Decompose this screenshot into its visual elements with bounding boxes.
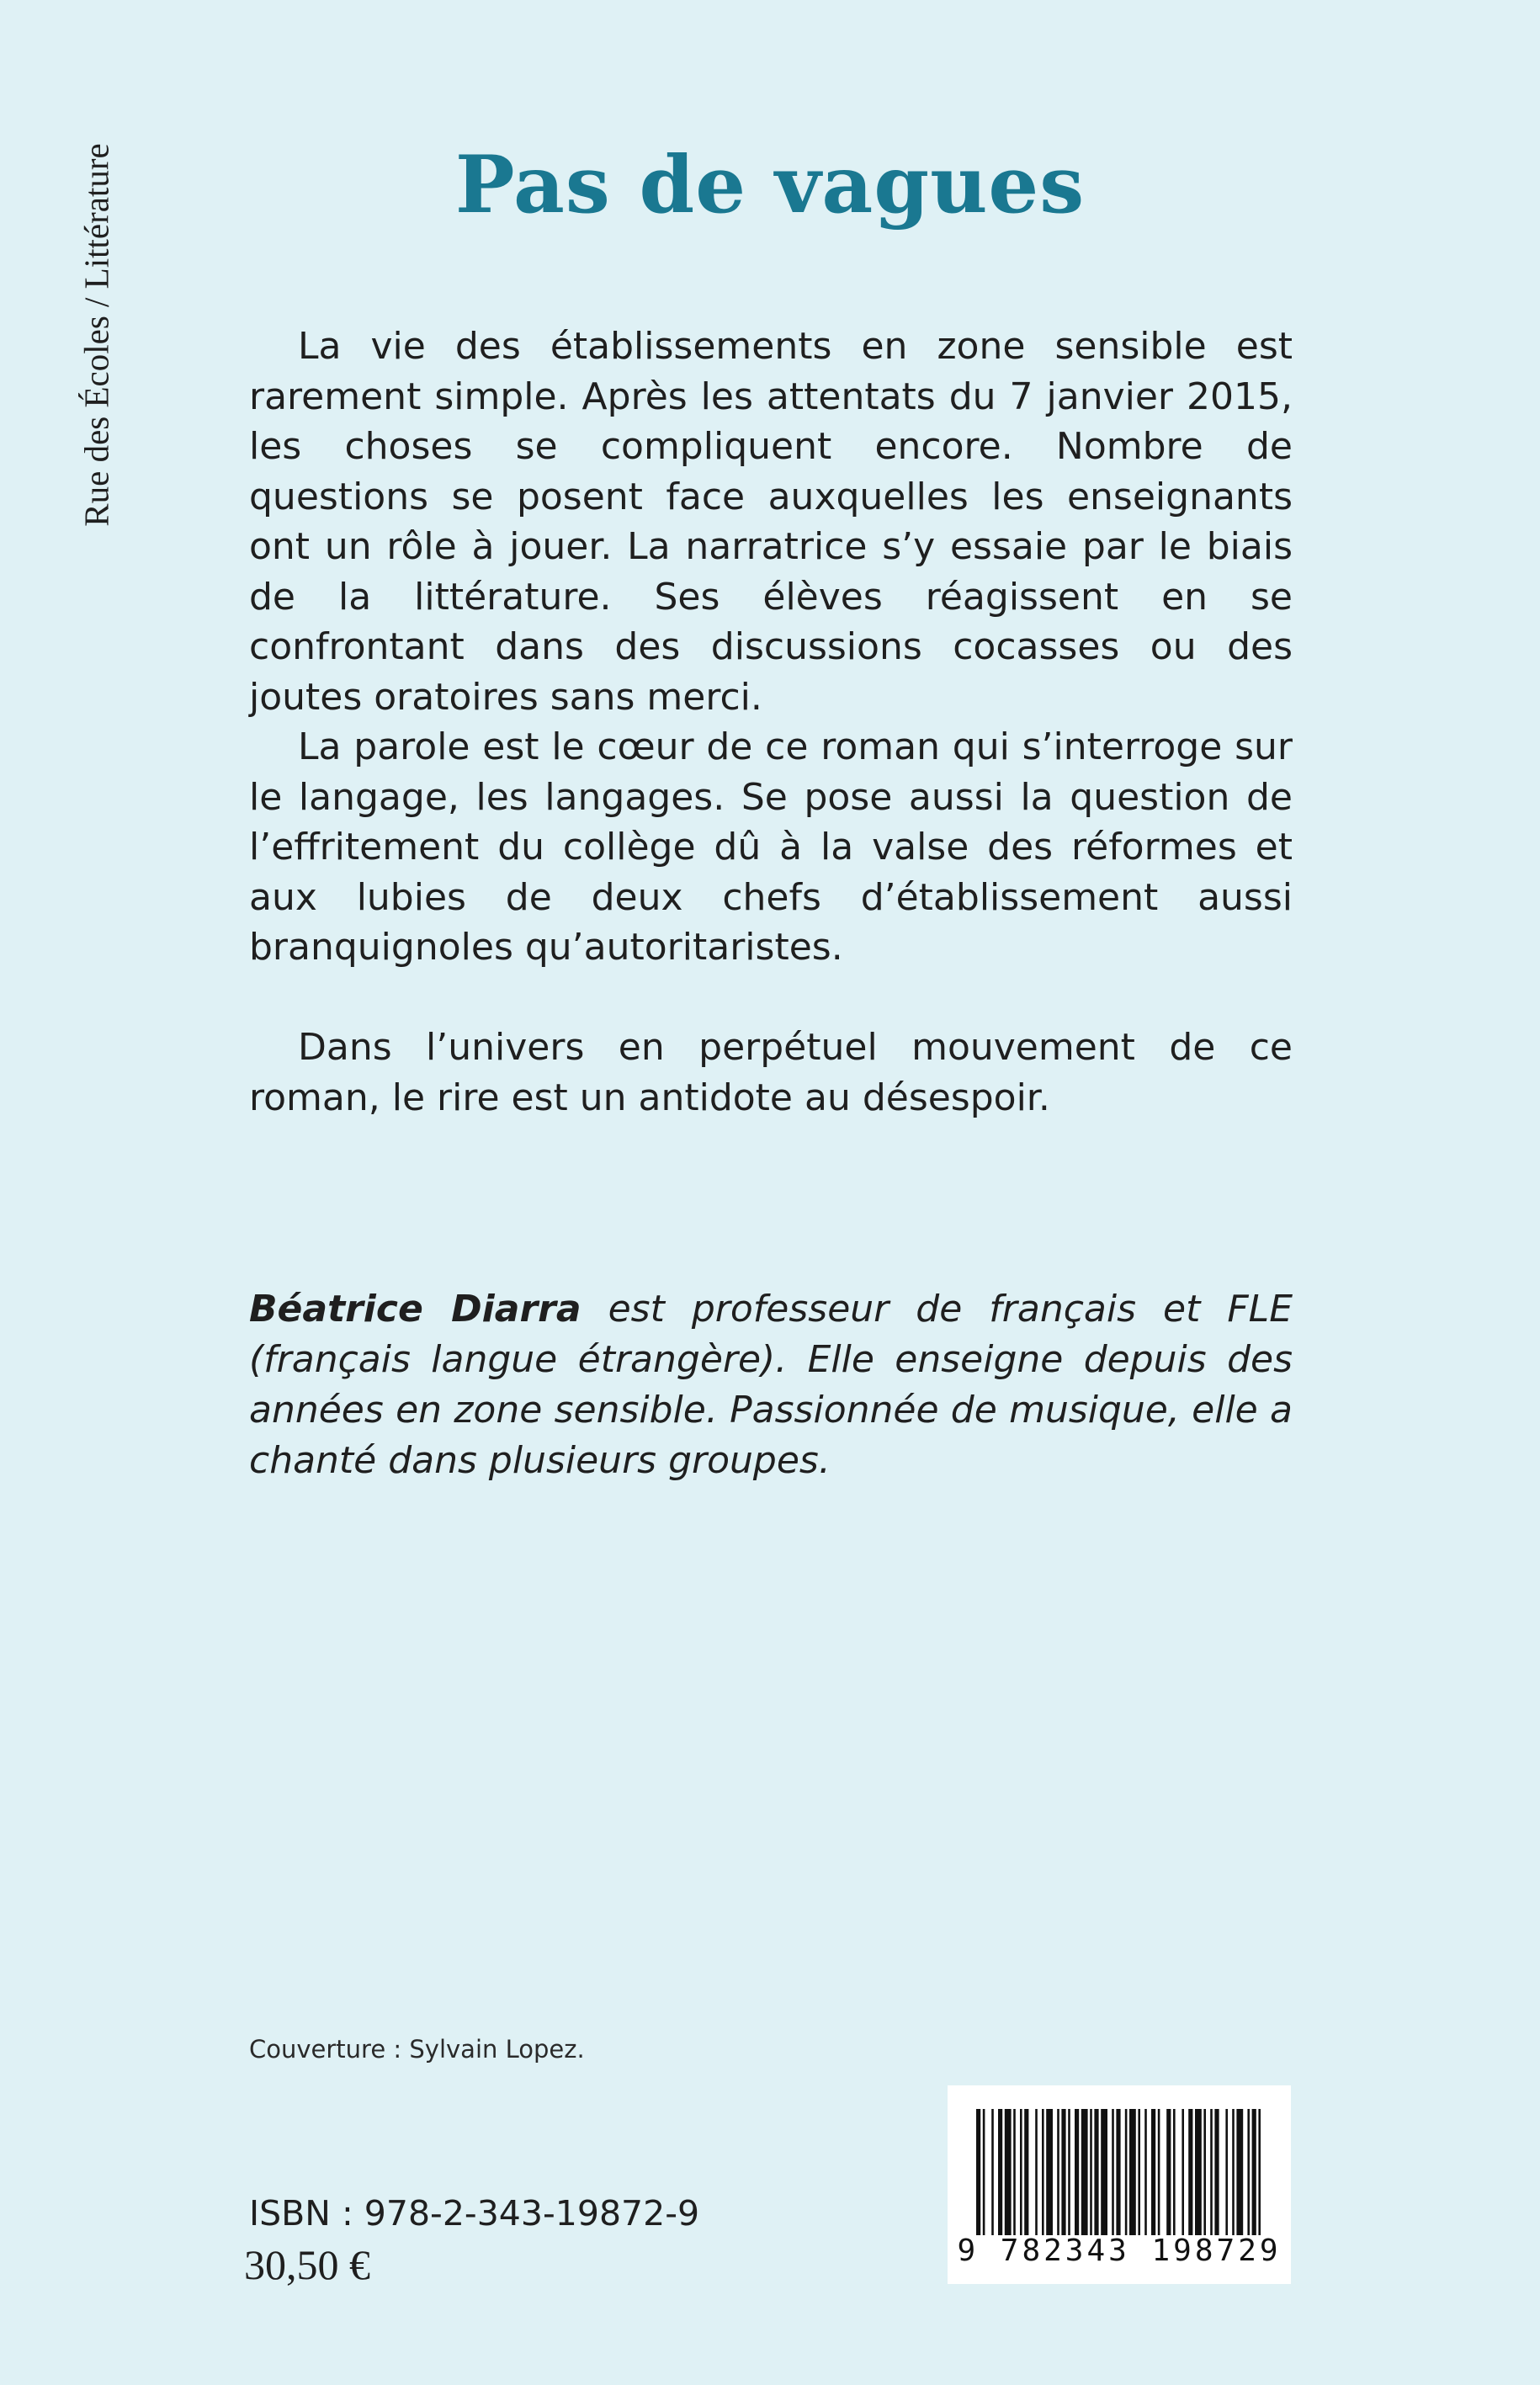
barcode-digits: 9 782343 198729 bbox=[957, 2234, 1282, 2268]
barcode-bar bbox=[983, 2109, 985, 2235]
barcode-bar bbox=[1020, 2109, 1022, 2235]
price: 30,50 € bbox=[244, 2241, 370, 2288]
barcode-bar bbox=[1068, 2109, 1070, 2235]
barcode-bar bbox=[998, 2109, 1002, 2235]
barcode-bar bbox=[1173, 2109, 1176, 2235]
cover-credit: Couverture : Sylvain Lopez. bbox=[249, 2035, 585, 2064]
barcode-bar bbox=[1129, 2109, 1136, 2235]
barcode-bar bbox=[1203, 2109, 1206, 2235]
barcode-bar bbox=[1247, 2109, 1250, 2235]
barcode-bar bbox=[1232, 2109, 1235, 2235]
barcode-bar bbox=[1236, 2109, 1243, 2235]
barcode-bar bbox=[1013, 2109, 1016, 2235]
blurb-paragraph: La parole est le cœur de ce roman qui s’interroge sur le langage, les langages. Se pose aussi la question de l’effritement du collège dû à la valse des réformes et aux lubies de deux chefs d’établissement aussi branquignoles qu’autoritaristes. bbox=[249, 725, 1293, 969]
blurb-paragraph: Dans l’univers en perpétuel mouvement de ce roman, le rire est un antidote au désespoir. bbox=[249, 1026, 1293, 1119]
barcode-bar bbox=[1158, 2109, 1160, 2235]
barcode-bar bbox=[1258, 2109, 1261, 2235]
barcode-bar bbox=[1035, 2109, 1038, 2235]
barcode-bar bbox=[1005, 2109, 1012, 2235]
book-title: Pas de vagues bbox=[454, 139, 1086, 231]
barcode-bar bbox=[1090, 2109, 1092, 2235]
barcode-bar bbox=[1151, 2109, 1155, 2235]
barcode-bar bbox=[1042, 2109, 1044, 2235]
barcode-bar bbox=[1024, 2109, 1028, 2235]
barcode-bar bbox=[1195, 2109, 1202, 2235]
isbn: ISBN : 978-2-343-19872-9 bbox=[249, 2193, 700, 2234]
barcode-bar bbox=[1182, 2109, 1184, 2235]
barcode-bar bbox=[1144, 2109, 1147, 2235]
barcode-bar bbox=[1101, 2109, 1107, 2235]
barcode-bar bbox=[1057, 2109, 1059, 2235]
barcode-bar bbox=[1046, 2109, 1053, 2235]
barcode-bar bbox=[976, 2109, 980, 2235]
barcode-bar bbox=[1081, 2109, 1088, 2235]
barcode-bar bbox=[1125, 2109, 1128, 2235]
blurb bbox=[249, 321, 1293, 1123]
barcode-bar bbox=[1252, 2109, 1256, 2235]
barcode-bar bbox=[1075, 2109, 1079, 2235]
spine-label bbox=[72, 91, 122, 579]
barcode-bar bbox=[1116, 2109, 1120, 2235]
barcode-bar bbox=[1094, 2109, 1098, 2235]
author-bio-text: est professeur de français et FLE (français langue étrangère). Elle enseigne depuis des années en zone sensible. Passionnée de musique, elle a chanté dans plusieurs groupes. bbox=[249, 1288, 1293, 1482]
barcode-bar bbox=[1138, 2109, 1140, 2235]
barcode-bar bbox=[1061, 2109, 1065, 2235]
barcode-bar bbox=[1210, 2109, 1213, 2235]
spine-text: Rue des Écoles / Littérature bbox=[77, 143, 117, 527]
barcode-bar bbox=[1214, 2109, 1219, 2235]
barcode-bar bbox=[991, 2109, 994, 2235]
author-bio bbox=[249, 1284, 1293, 1486]
blurb-paragraph: La vie des établissements en zone sensible est rarement simple. Après les attentats du 7 janvier 2015, les choses se compliquent encore. Nombre de questions se posent face auxquelles les enseignants ont un rôle à jouer. La narratrice s’y essaie par le biais de la littérature. Ses élèves réagissent en se confrontant dans des discussions cocasses ou des joutes oratoires sans merci. bbox=[249, 325, 1293, 719]
barcode-bar bbox=[1112, 2109, 1114, 2235]
barcode-bar bbox=[1188, 2109, 1192, 2235]
barcode-bar bbox=[1225, 2109, 1228, 2235]
author-name: Béatrice Diarra bbox=[249, 1288, 581, 1331]
barcode-bar bbox=[1166, 2109, 1171, 2235]
barcode bbox=[948, 2085, 1291, 2284]
